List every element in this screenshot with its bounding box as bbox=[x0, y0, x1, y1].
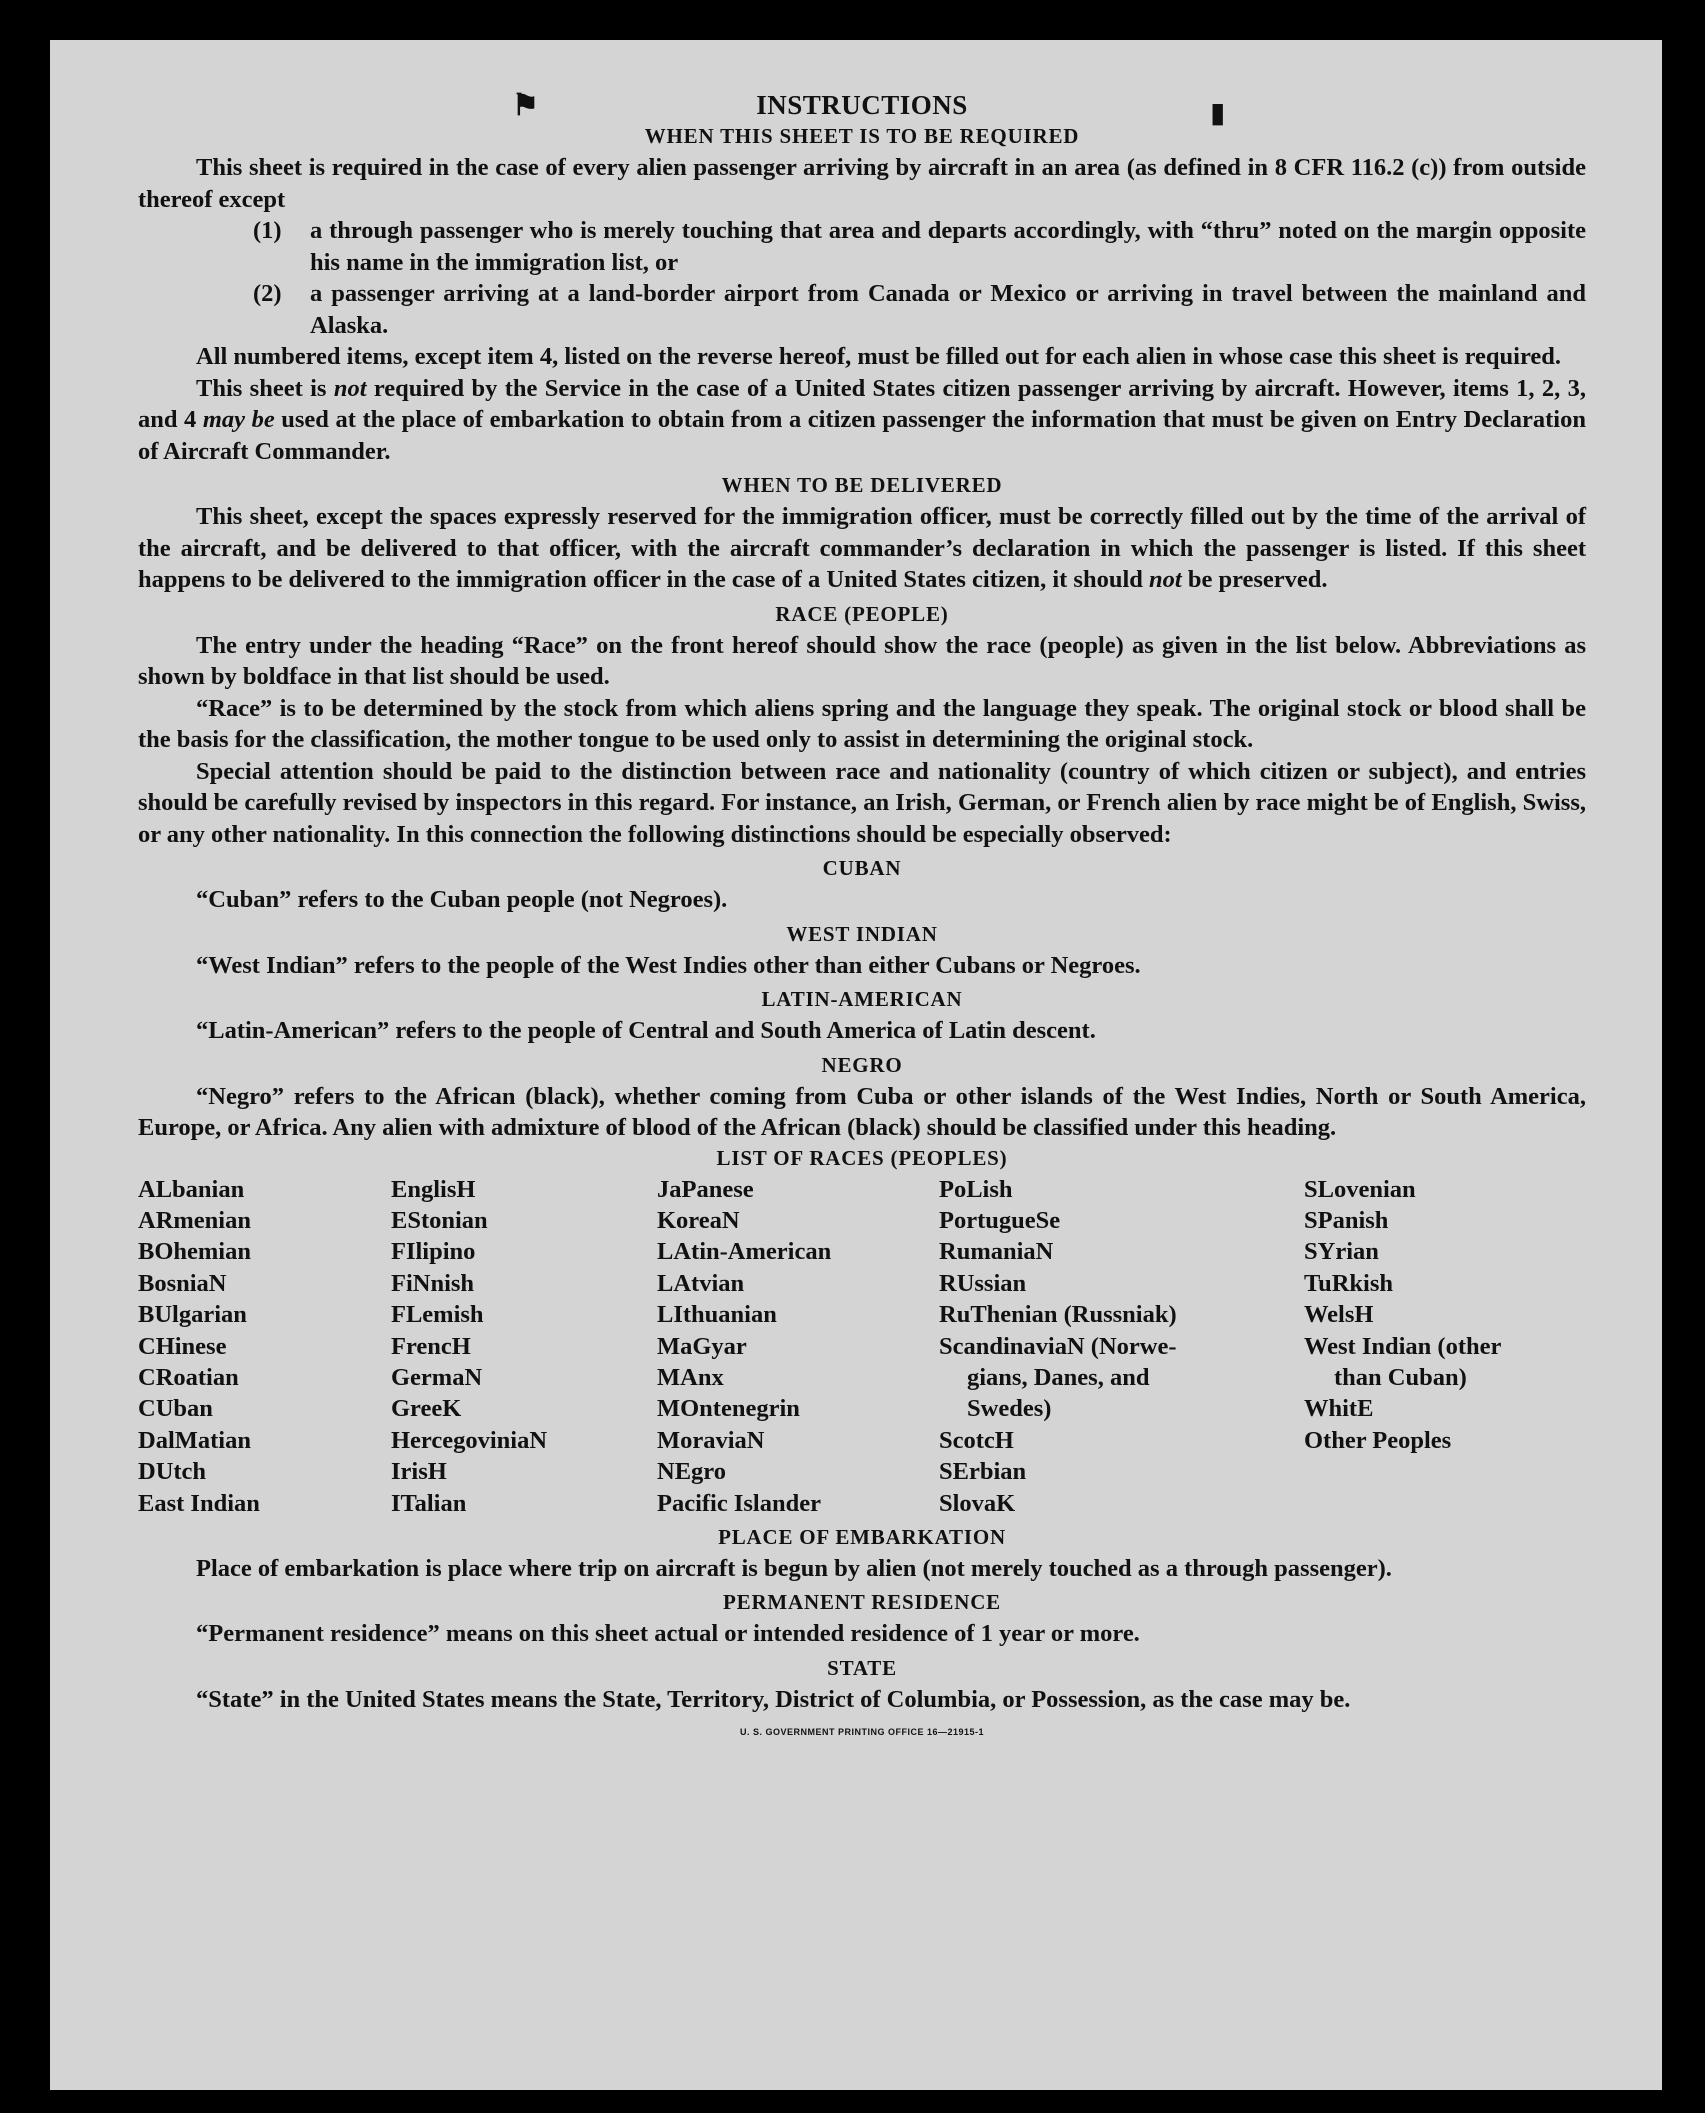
race-item: ITalian bbox=[391, 1489, 467, 1517]
paragraph-embarkation: Place of embarkation is place where trip on aircraft is begun by alien (not merely touched as a through passenger). bbox=[196, 1554, 1392, 1582]
paragraph-cuban: “Cuban” refers to the Cuban people (not Negroes). bbox=[196, 886, 728, 913]
paragraph-race-2: “Race” is to be determined by the stock from which aliens spring and the language they speak. The original stock or blood shall be the basis for the classification, the mother tongue to be used only to assist in determining the original stock. bbox=[138, 694, 1586, 753]
race-item: CUban bbox=[138, 1395, 213, 1423]
race-item: BosniaN bbox=[138, 1269, 227, 1297]
paragraph-state: “State” in the United States means the State, Territory, District of Columbia, or Possession, as the case may be. bbox=[196, 1685, 1351, 1713]
races-column-2 bbox=[391, 1174, 657, 1519]
heading-latin-american: LATIN-AMERICAN bbox=[761, 987, 963, 1011]
paragraph-race-3: Special attention should be paid to the distinction between race and nationality (country of which citizen or subject), and entries should be carefully revised by inspectors in this regard. For instance, an Irish, German, or French alien by race might be of English, Swiss, or any other nationality. In this connection the following distinctions should be especially observed: bbox=[138, 757, 1586, 848]
heading-race: RACE (PEOPLE) bbox=[775, 601, 949, 626]
race-item: HercegoviniaN bbox=[391, 1426, 548, 1454]
race-item: BOhemian bbox=[138, 1238, 251, 1266]
paragraph-citizen: This sheet is not required by the Service in the case of a United States citizen passenger arriving by aircraft. However, items 1, 2, 3, and 4 may be used at the place of embarkation to obtain from a citizen passenger the information that must be given on Entry Declaration of Aircraft Commander. bbox=[138, 374, 1587, 465]
race-item: LIthuanian bbox=[657, 1301, 777, 1329]
races-column-3 bbox=[657, 1174, 939, 1519]
races-column-4 bbox=[939, 1174, 1304, 1519]
paragraph-permanent-residence: “Permanent residence” means on this sheet actual or intended residence of 1 year or more. bbox=[196, 1620, 1140, 1648]
race-item: SLovenian bbox=[1304, 1175, 1416, 1203]
scan-mark: ▮ bbox=[1210, 98, 1226, 129]
list-item bbox=[138, 215, 1586, 278]
race-item-continued: than Cuban) bbox=[1334, 1363, 1467, 1391]
heading-required: WHEN THIS SHEET IS TO BE REQUIRED bbox=[644, 124, 1080, 148]
races-list bbox=[138, 1174, 1586, 1519]
heading-list-of-races: LIST OF RACES (PEOPLES) bbox=[716, 1145, 1008, 1170]
document-sheet bbox=[50, 40, 1662, 2090]
race-item: Pacific Islander bbox=[657, 1489, 821, 1517]
list-item bbox=[138, 278, 1586, 341]
race-item: ARmenian bbox=[138, 1206, 251, 1234]
paragraph-latin-american: “Latin-American” refers to the people of Central and South America of Latin descent. bbox=[196, 1017, 1096, 1044]
paragraph-negro: “Negro” refers to the African (black), whether coming from Cuba or other islands of the West Indies, North or South America, Europe, or Africa. Any alien with admixture of blood of the African (black) should be classified under this heading. bbox=[138, 1082, 1586, 1141]
race-item: FLemish bbox=[391, 1301, 484, 1329]
race-item: RumaniaN bbox=[939, 1238, 1054, 1266]
item-number: (2) bbox=[253, 280, 282, 307]
heading-state: STATE bbox=[827, 1655, 897, 1680]
race-item: FIlipino bbox=[391, 1238, 476, 1266]
scan-mark: ⚑ bbox=[512, 89, 539, 122]
race-item: MAnx bbox=[657, 1363, 724, 1391]
race-item: GreeK bbox=[391, 1395, 462, 1423]
race-item: East Indian bbox=[138, 1489, 260, 1517]
race-item: FrencH bbox=[391, 1332, 471, 1360]
printer-imprint: U. S. GOVERNMENT PRINTING OFFICE 16—21915-1 bbox=[739, 1727, 985, 1738]
paragraph-west-indian: “West Indian” refers to the people of the West Indies other than either Cubans or Negroes. bbox=[196, 951, 1141, 979]
paragraph-required-intro: This sheet is required in the case of every alien passenger arriving by aircraft in an area (as defined in 8 CFR 116.2 (c)) from outside thereof except bbox=[138, 154, 1586, 213]
race-item: PoLish bbox=[939, 1175, 1013, 1203]
item-text: a through passenger who is merely touching that area and departs accordingly, with “thru” noted on the margin opposite his name in the immigration list, or bbox=[310, 217, 1586, 276]
race-item: MOntenegrin bbox=[657, 1395, 800, 1423]
race-item: BUlgarian bbox=[138, 1301, 247, 1329]
races-column-1 bbox=[138, 1174, 391, 1519]
race-item: CRoatian bbox=[138, 1363, 239, 1391]
race-item: SErbian bbox=[939, 1458, 1027, 1486]
race-item: MaGyar bbox=[657, 1332, 747, 1360]
race-item: WhitE bbox=[1304, 1395, 1374, 1423]
paragraph-delivered: This sheet, except the spaces expressly reserved for the immigration officer, must be correctly filled out by the time of the arrival of the aircraft, and be delivered to that officer, with the aircraft commander’s declaration in which the passenger is listed. If this sheet happens to be delivered to the immigration officer in the case of a United States citizen, it should not be preserved. bbox=[138, 503, 1586, 593]
heading-delivered: WHEN TO BE DELIVERED bbox=[721, 473, 1003, 497]
heading-cuban: CUBAN bbox=[822, 856, 902, 880]
race-item: CHinese bbox=[138, 1332, 227, 1360]
races-column-5 bbox=[1304, 1174, 1554, 1519]
race-item: SlovaK bbox=[939, 1489, 1016, 1517]
race-item: EnglisH bbox=[391, 1175, 476, 1203]
race-item: RuThenian (Russniak) bbox=[939, 1301, 1177, 1329]
race-item: ScandinaviaN (Norwe- bbox=[939, 1332, 1177, 1360]
race-item: PortugueSe bbox=[939, 1206, 1061, 1234]
heading-embarkation: PLACE OF EMBARKATION bbox=[718, 1524, 1006, 1549]
heading-permanent-residence: PERMANENT RESIDENCE bbox=[723, 1590, 1001, 1615]
race-item: KoreaN bbox=[657, 1206, 740, 1234]
race-item: ScotcH bbox=[939, 1426, 1014, 1454]
race-item: SYrian bbox=[1304, 1238, 1379, 1266]
race-item: West Indian (other bbox=[1304, 1332, 1502, 1360]
race-item: LAtvian bbox=[657, 1269, 745, 1297]
paragraph-race-1: The entry under the heading “Race” on the front hereof should show the race (people) as given in the list below. Abbreviations as shown by boldface in that list should be used. bbox=[138, 631, 1586, 690]
race-item-continued: gians, Danes, and Swedes) bbox=[967, 1363, 1150, 1423]
race-item: GermaN bbox=[391, 1363, 483, 1391]
race-item: IrisH bbox=[391, 1458, 447, 1486]
page-title: INSTRUCTIONS bbox=[756, 90, 968, 120]
race-item: EStonian bbox=[391, 1206, 488, 1234]
race-item: JaPanese bbox=[657, 1175, 754, 1203]
heading-negro: NEGRO bbox=[821, 1052, 903, 1077]
race-item: Other Peoples bbox=[1304, 1426, 1452, 1454]
race-item: MoraviaN bbox=[657, 1426, 765, 1454]
race-item: TuRkish bbox=[1304, 1269, 1394, 1297]
race-item: RUssian bbox=[939, 1269, 1027, 1297]
race-item: WelsH bbox=[1304, 1301, 1374, 1329]
item-number: (1) bbox=[253, 217, 282, 244]
race-item: ALbanian bbox=[138, 1175, 245, 1203]
paragraph-numbered-items: All numbered items, except item 4, listed on the reverse hereof, must be filled out for each alien in whose case this sheet is required. bbox=[196, 343, 1562, 370]
race-item: LAtin-American bbox=[657, 1238, 832, 1266]
race-item: FiNnish bbox=[391, 1269, 475, 1297]
item-text: a passenger arriving at a land-border airport from Canada or Mexico or arriving in travel between the mainland and Alaska. bbox=[310, 280, 1586, 339]
race-item: DUtch bbox=[138, 1458, 207, 1486]
heading-west-indian: WEST INDIAN bbox=[786, 921, 938, 946]
race-item: NEgro bbox=[657, 1458, 726, 1486]
race-item: SPanish bbox=[1304, 1206, 1389, 1234]
race-item: DalMatian bbox=[138, 1426, 251, 1454]
